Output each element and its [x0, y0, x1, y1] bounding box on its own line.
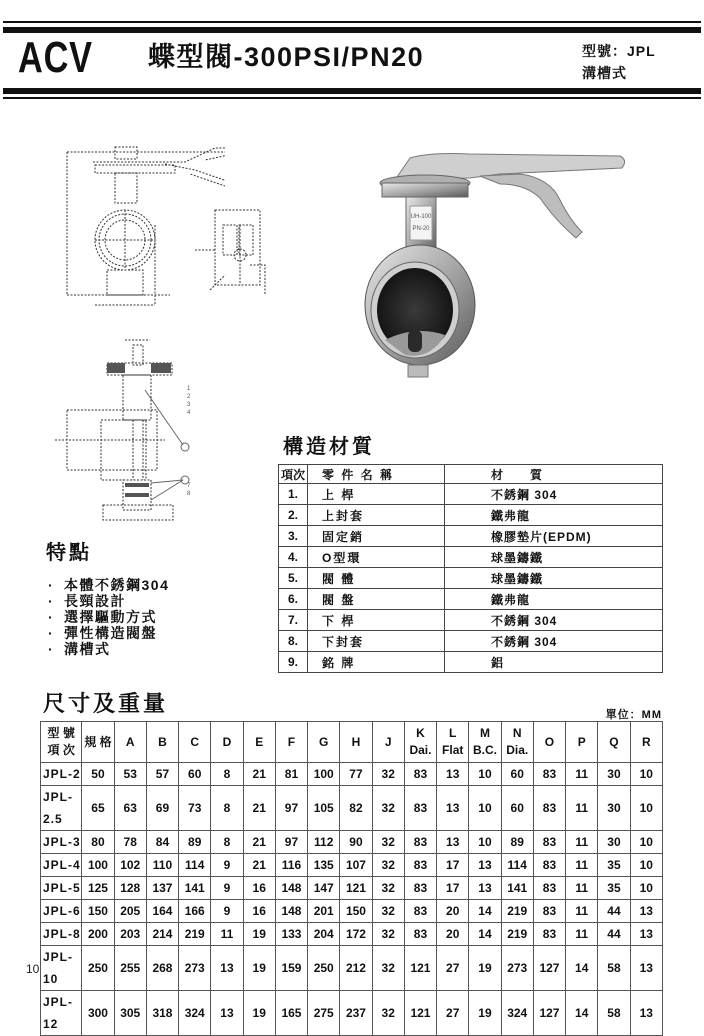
dimension-cell: 21: [243, 831, 275, 854]
materials-col-material: 材 質: [445, 465, 663, 484]
bullet-icon: ·: [48, 625, 55, 641]
bullet-icon: ·: [48, 593, 55, 609]
dimension-cell: 14: [469, 900, 501, 923]
dimension-cell: 10: [469, 831, 501, 854]
dimension-cell: 50: [82, 763, 114, 786]
dimension-cell: 250: [308, 946, 340, 991]
dimension-cell: 13: [469, 877, 501, 900]
model-cell: JPL-2.5: [41, 786, 82, 831]
dimension-cell: 121: [404, 991, 436, 1036]
dimension-cell: 63: [114, 786, 146, 831]
dimensions-header-row: [41, 722, 663, 763]
nameplate-line-1: UH-100: [410, 214, 432, 220]
nameplate-line-2: PN-20: [412, 226, 430, 232]
dimension-cell: 32: [372, 946, 404, 991]
dimension-cell: 13: [437, 763, 469, 786]
dimension-cell: 10: [630, 831, 662, 854]
dimension-cell: 237: [340, 991, 372, 1036]
materials-row: [279, 631, 663, 652]
dimension-cell: 83: [404, 900, 436, 923]
materials-row: [279, 547, 663, 568]
dimensions-body: [41, 763, 663, 1036]
dimension-cell: 133: [275, 923, 307, 946]
dimension-cell: 97: [275, 831, 307, 854]
dimension-cell: 127: [533, 946, 565, 991]
dimension-cell: 11: [566, 877, 598, 900]
dimension-cell: 200: [82, 923, 114, 946]
dimensions-col-header: B: [146, 722, 178, 763]
dimension-cell: 82: [340, 786, 372, 831]
dimension-cell: 11: [566, 786, 598, 831]
dimension-cell: 83: [404, 786, 436, 831]
dimension-cell: 324: [501, 991, 533, 1036]
part-name: 閥 盤: [308, 589, 445, 610]
materials-row: [279, 526, 663, 547]
product-photo-butterfly-valve: [350, 150, 630, 390]
dimension-cell: 203: [114, 923, 146, 946]
dimension-cell: 19: [243, 923, 275, 946]
part-name: 上封套: [308, 505, 445, 526]
dimension-cell: 16: [243, 877, 275, 900]
dimension-cell: 10: [630, 877, 662, 900]
model-cell: JPL-10: [41, 946, 82, 991]
dimensions-col-header: P: [566, 722, 598, 763]
dimension-cell: 13: [469, 854, 501, 877]
dimension-cell: 83: [533, 786, 565, 831]
dimensions-col-header: M B.C.: [469, 722, 501, 763]
material: 鋁: [445, 652, 663, 673]
dimension-cell: 110: [146, 854, 178, 877]
dimensions-col-header: G: [308, 722, 340, 763]
dimensions-col-header: D: [211, 722, 243, 763]
feature-item: · 溝槽式: [48, 641, 111, 657]
part-name: 閥 體: [308, 568, 445, 589]
model-cell: JPL-12: [41, 991, 82, 1036]
dimension-cell: 21: [243, 786, 275, 831]
dimensions-col-header: O: [533, 722, 565, 763]
dimensions-col-header: 型 號 項 次: [41, 722, 82, 763]
dimension-cell: 13: [630, 900, 662, 923]
materials-header-row: [279, 465, 663, 484]
dimension-cell: 13: [211, 991, 243, 1036]
dimension-cell: 268: [146, 946, 178, 991]
materials-row: [279, 652, 663, 673]
svg-text:2: 2: [187, 394, 191, 400]
connection-type: 溝槽式: [582, 65, 627, 81]
dimensions-col-header: L Flat: [437, 722, 469, 763]
dimension-cell: 11: [211, 923, 243, 946]
dimension-cell: 30: [598, 831, 630, 854]
dimension-cell: 166: [179, 900, 211, 923]
dimension-cell: 83: [533, 923, 565, 946]
dimension-cell: 83: [533, 854, 565, 877]
dimension-cell: 13: [630, 991, 662, 1036]
dimension-cell: 100: [82, 854, 114, 877]
material: 不銹鋼 304: [445, 631, 663, 652]
material: 球墨鑄鐵: [445, 547, 663, 568]
dimension-cell: 90: [340, 831, 372, 854]
dimension-cell: 305: [114, 991, 146, 1036]
model-cell: JPL-5: [41, 877, 82, 900]
material: 橡膠墊片(EPDM): [445, 526, 663, 547]
dimension-cell: 78: [114, 831, 146, 854]
dimension-cell: 65: [82, 786, 114, 831]
dimension-cell: 13: [630, 946, 662, 991]
dimension-cell: 53: [114, 763, 146, 786]
dimension-cell: 273: [179, 946, 211, 991]
item-no: 5.: [279, 568, 308, 589]
dimension-cell: 165: [275, 991, 307, 1036]
header-rule-bottom-thin: [3, 97, 701, 99]
brand-logo: ACV: [18, 33, 93, 82]
dimension-cell: 8: [211, 786, 243, 831]
dimension-cell: 14: [566, 946, 598, 991]
dimension-cell: 150: [340, 900, 372, 923]
item-no: 2.: [279, 505, 308, 526]
dimension-cell: 44: [598, 923, 630, 946]
dimension-cell: 14: [566, 991, 598, 1036]
side-view-drawing: [195, 205, 270, 300]
dimensions-row: [41, 946, 663, 991]
material: 鐵弗龍: [445, 589, 663, 610]
part-name: 固定銷: [308, 526, 445, 547]
dimensions-col-header: R: [630, 722, 662, 763]
dimension-cell: 11: [566, 854, 598, 877]
model-cell: JPL-6: [41, 900, 82, 923]
dimensions-row: [41, 854, 663, 877]
dimension-cell: 19: [243, 991, 275, 1036]
dimension-cell: 11: [566, 763, 598, 786]
dimension-cell: 219: [501, 900, 533, 923]
dimension-cell: 148: [275, 877, 307, 900]
dimension-cell: 69: [146, 786, 178, 831]
dimensions-col-header: J: [372, 722, 404, 763]
dimension-cell: 127: [533, 991, 565, 1036]
dimension-cell: 9: [211, 900, 243, 923]
dimension-cell: 275: [308, 991, 340, 1036]
dimensions-col-header: K Dai.: [404, 722, 436, 763]
dimension-cell: 13: [437, 831, 469, 854]
dimension-cell: 8: [211, 763, 243, 786]
svg-text:4: 4: [187, 410, 191, 416]
materials-col-no: 項次: [279, 465, 308, 484]
dimension-cell: 135: [308, 854, 340, 877]
dimension-cell: 9: [211, 854, 243, 877]
dimension-cell: 32: [372, 854, 404, 877]
dimension-cell: 17: [437, 877, 469, 900]
dimension-cell: 32: [372, 763, 404, 786]
dimension-cell: 107: [340, 854, 372, 877]
model-info: [582, 40, 656, 84]
dimension-cell: 17: [437, 854, 469, 877]
dimension-cell: 80: [82, 831, 114, 854]
dimension-cell: 13: [211, 946, 243, 991]
part-name: 下封套: [308, 631, 445, 652]
bullet-icon: ·: [48, 577, 55, 593]
dimension-cell: 27: [437, 991, 469, 1036]
dimensions-table: [40, 721, 663, 1036]
dimension-cell: 112: [308, 831, 340, 854]
dimension-cell: 32: [372, 900, 404, 923]
dimension-cell: 116: [275, 854, 307, 877]
model-cell: JPL-8: [41, 923, 82, 946]
item-no: 4.: [279, 547, 308, 568]
dimension-cell: 121: [340, 877, 372, 900]
dimension-cell: 10: [630, 786, 662, 831]
dimension-cell: 27: [437, 946, 469, 991]
unit-label: 單位：MM: [605, 709, 662, 721]
dimension-cell: 137: [146, 877, 178, 900]
dimensions-col-header: 規 格: [82, 722, 114, 763]
dimension-cell: 105: [308, 786, 340, 831]
dimension-cell: 83: [533, 763, 565, 786]
dimension-cell: 20: [437, 923, 469, 946]
dimension-cell: 73: [179, 786, 211, 831]
model-cell: JPL-4: [41, 854, 82, 877]
dimension-cell: 147: [308, 877, 340, 900]
part-name: 銘 牌: [308, 652, 445, 673]
dimension-cell: 121: [404, 946, 436, 991]
dimension-cell: 201: [308, 900, 340, 923]
materials-col-part: 零 件 名 稱: [308, 465, 445, 484]
section-view-drawing: [55, 335, 205, 525]
dimension-cell: 273: [501, 946, 533, 991]
dimensions-col-header: E: [243, 722, 275, 763]
material: 不銹鋼 304: [445, 484, 663, 505]
dimension-cell: 83: [404, 854, 436, 877]
dimension-cell: 83: [404, 831, 436, 854]
dimension-cell: 159: [275, 946, 307, 991]
item-no: 8.: [279, 631, 308, 652]
dimension-cell: 84: [146, 831, 178, 854]
dimension-cell: 164: [146, 900, 178, 923]
dimension-cell: 60: [179, 763, 211, 786]
dimension-cell: 14: [469, 923, 501, 946]
dimension-cell: 77: [340, 763, 372, 786]
dimensions-row: [41, 923, 663, 946]
dimension-cell: 214: [146, 923, 178, 946]
svg-text:1: 1: [187, 386, 191, 392]
dimension-cell: 219: [179, 923, 211, 946]
dimension-cell: 83: [404, 763, 436, 786]
feature-item: · 選擇驅動方式: [48, 609, 157, 625]
dimension-cell: 204: [308, 923, 340, 946]
dimension-cell: 89: [179, 831, 211, 854]
dimension-cell: 32: [372, 831, 404, 854]
bullet-icon: ·: [48, 609, 55, 625]
material: 球墨鑄鐵: [445, 568, 663, 589]
page-number: 10: [26, 962, 40, 976]
dimension-cell: 32: [372, 923, 404, 946]
materials-title: 構造材質: [283, 436, 375, 458]
features-list: [48, 577, 169, 657]
dimension-cell: 300: [82, 991, 114, 1036]
dimension-cell: 114: [501, 854, 533, 877]
dimensions-row: [41, 877, 663, 900]
dimension-cell: 13: [630, 923, 662, 946]
dimension-cell: 58: [598, 991, 630, 1036]
dimension-cell: 81: [275, 763, 307, 786]
dimension-cell: 19: [469, 946, 501, 991]
materials-row: [279, 505, 663, 526]
dimension-cell: 9: [211, 877, 243, 900]
dimension-cell: 318: [146, 991, 178, 1036]
dimension-cell: 58: [598, 946, 630, 991]
dimension-cell: 172: [340, 923, 372, 946]
dimensions-col-header: C: [179, 722, 211, 763]
dimension-cell: 30: [598, 763, 630, 786]
dimension-cell: 141: [179, 877, 211, 900]
dimensions-row: [41, 991, 663, 1036]
material: 不銹鋼 304: [445, 610, 663, 631]
dimension-cell: 32: [372, 786, 404, 831]
dimension-cell: 212: [340, 946, 372, 991]
item-no: 6.: [279, 589, 308, 610]
dimension-cell: 125: [82, 877, 114, 900]
feature-item: · 彈性構造閥盤: [48, 625, 157, 641]
dimension-cell: 21: [243, 854, 275, 877]
dimension-cell: 10: [630, 854, 662, 877]
features-title: 特點: [46, 542, 92, 564]
model-cell: JPL-3: [41, 831, 82, 854]
item-no: 7.: [279, 610, 308, 631]
dimension-cell: 35: [598, 877, 630, 900]
dimensions-title: 尺寸及重量: [43, 691, 169, 716]
dimension-cell: 11: [566, 831, 598, 854]
dimension-cell: 219: [501, 923, 533, 946]
materials-table: [278, 464, 663, 673]
dimensions-row: [41, 786, 663, 831]
dimension-cell: 324: [179, 991, 211, 1036]
materials-row: [279, 568, 663, 589]
dimension-cell: 10: [469, 763, 501, 786]
dimension-cell: 102: [114, 854, 146, 877]
header-rule-top-thin: [3, 21, 701, 23]
dimension-cell: 114: [179, 854, 211, 877]
dimension-cell: 100: [308, 763, 340, 786]
part-name: O型環: [308, 547, 445, 568]
dimension-cell: 16: [243, 900, 275, 923]
dimension-cell: 83: [404, 923, 436, 946]
dimension-cell: 141: [501, 877, 533, 900]
dimension-cell: 19: [243, 946, 275, 991]
dimension-cell: 10: [469, 786, 501, 831]
dimension-cell: 250: [82, 946, 114, 991]
bullet-icon: ·: [48, 641, 55, 657]
item-no: 3.: [279, 526, 308, 547]
dimension-cell: 83: [533, 831, 565, 854]
dimension-cell: 148: [275, 900, 307, 923]
item-no: 9.: [279, 652, 308, 673]
dimension-cell: 60: [501, 786, 533, 831]
dimensions-col-header: F: [275, 722, 307, 763]
dimension-cell: 57: [146, 763, 178, 786]
dimension-cell: 83: [404, 877, 436, 900]
part-name: 上 桿: [308, 484, 445, 505]
dimension-cell: 255: [114, 946, 146, 991]
dimension-cell: 19: [469, 991, 501, 1036]
dimension-cell: 21: [243, 763, 275, 786]
model-cell: JPL-2: [41, 763, 82, 786]
svg-text:8: 8: [187, 491, 191, 497]
dimension-cell: 83: [533, 877, 565, 900]
material: 鐵弗龍: [445, 505, 663, 526]
dimension-cell: 10: [630, 763, 662, 786]
dimension-cell: 128: [114, 877, 146, 900]
part-name: 下 桿: [308, 610, 445, 631]
dimension-cell: 89: [501, 831, 533, 854]
materials-row: [279, 589, 663, 610]
dimension-cell: 83: [533, 900, 565, 923]
dimensions-row: [41, 831, 663, 854]
model-number: 型號：JPL: [582, 43, 656, 59]
dimension-cell: 11: [566, 923, 598, 946]
dimension-cell: 32: [372, 991, 404, 1036]
header-rule-bottom-thick: [3, 88, 701, 94]
feature-item: · 本體不銹鋼304: [48, 577, 170, 593]
header-rule-top-thick: [3, 27, 701, 33]
dimension-cell: 97: [275, 786, 307, 831]
materials-row: [279, 610, 663, 631]
materials-row: [279, 484, 663, 505]
dimension-cell: 44: [598, 900, 630, 923]
dimension-cell: 32: [372, 877, 404, 900]
dimension-cell: 13: [437, 786, 469, 831]
dimension-cell: 11: [566, 900, 598, 923]
svg-text:3: 3: [187, 402, 191, 408]
dimensions-col-header: A: [114, 722, 146, 763]
dimension-cell: 150: [82, 900, 114, 923]
dimension-cell: 20: [437, 900, 469, 923]
dimension-cell: 8: [211, 831, 243, 854]
dimensions-row: [41, 900, 663, 923]
dimensions-col-header: H: [340, 722, 372, 763]
dimension-cell: 35: [598, 854, 630, 877]
item-no: 1.: [279, 484, 308, 505]
dimension-cell: 30: [598, 786, 630, 831]
dimensions-row: [41, 763, 663, 786]
page-title: 蝶型閥-300PSI/PN20: [148, 42, 425, 72]
feature-item: · 長頸設計: [48, 593, 126, 609]
dimension-cell: 60: [501, 763, 533, 786]
dimension-cell: 205: [114, 900, 146, 923]
svg-text:7: 7: [187, 483, 191, 489]
dimensions-col-header: N Dia.: [501, 722, 533, 763]
dimensions-col-header: Q: [598, 722, 630, 763]
